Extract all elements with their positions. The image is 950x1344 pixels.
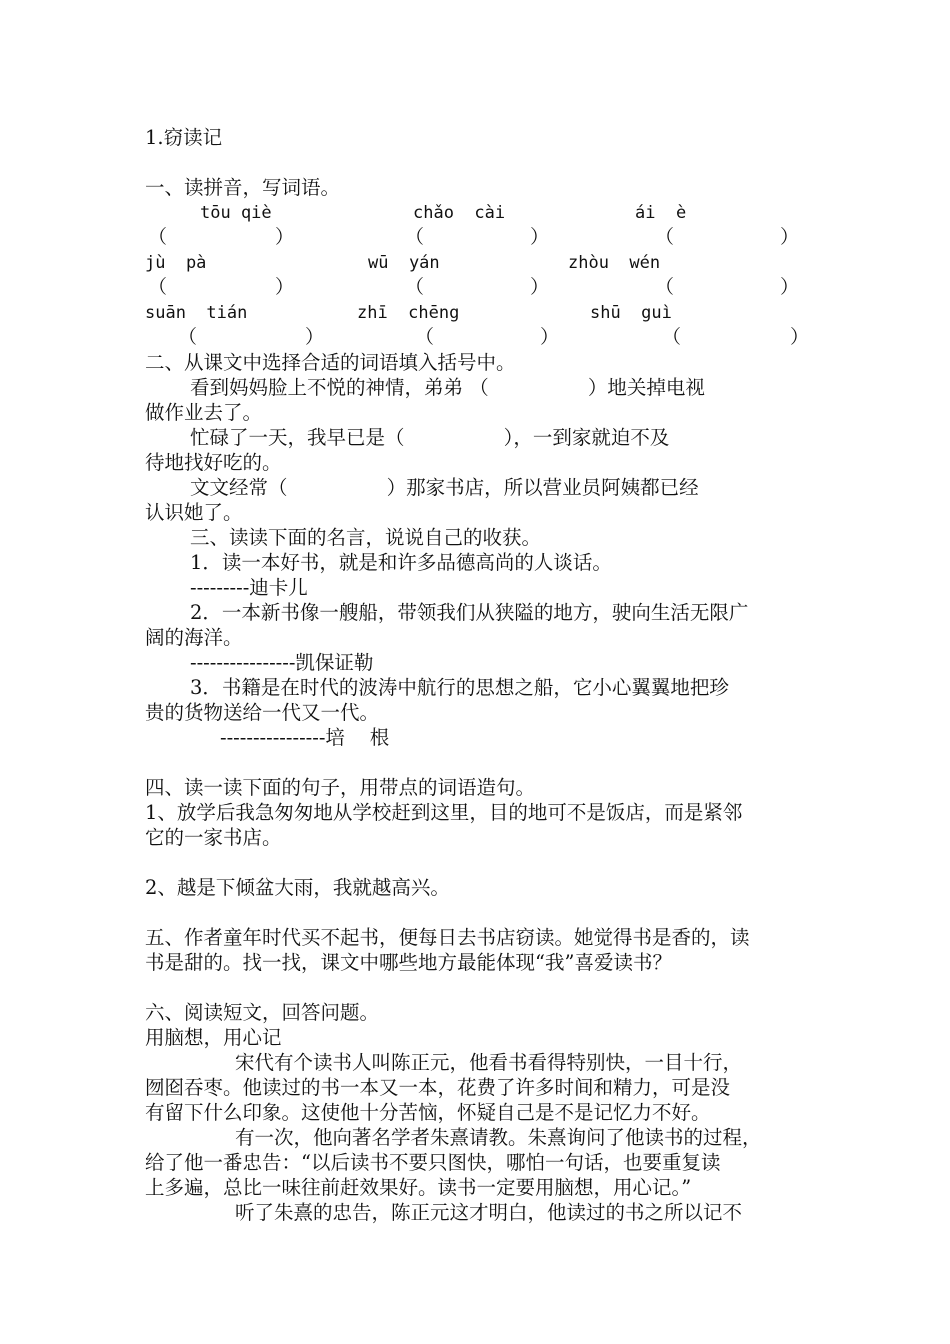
answer-blank-open: （ — [405, 226, 425, 248]
pinyin-ai-e: ái è — [635, 203, 687, 223]
answer-blank-open: （ — [662, 326, 682, 348]
pinyin-wu-yan: wū yán — [368, 253, 440, 273]
pinyin-ju-pa: jù pà — [145, 253, 207, 273]
answer-blank-close: ） — [275, 226, 295, 248]
section2-heading: 二、从课文中选择合适的词语填入括号中。 — [145, 351, 516, 374]
answer-blank-open: （ — [148, 276, 168, 298]
quote-1: 1．读一本好书，就是和许多品德高尚的人谈话。 — [190, 551, 612, 574]
passage-line: 囫囵吞枣。他读过的书一本又一本，花费了许多时间和精力，可是没 — [145, 1076, 731, 1099]
quote-3-cont: 贵的货物送给一代又一代。 — [145, 701, 380, 724]
fill-sentence-3: 文文经常（ ）那家书店，所以营业员阿姨都已经 — [190, 476, 699, 499]
quote-3: 3．书籍是在时代的波涛中航行的思想之船，它小心翼翼地把珍 — [190, 676, 729, 699]
answer-blank-open: （ — [655, 226, 675, 248]
answer-blank-open: （ — [148, 226, 168, 248]
answer-blank-open: （ — [405, 276, 425, 298]
answer-blank-open: （ — [655, 276, 675, 298]
quote-2: 2．一本新书像一艘船，带领我们从狭隘的地方，驶向生活无限广 — [190, 601, 749, 624]
sentence-1: 1、放学后我急匆匆地从学校赶到这里，目的地可不是饭店，而是紧邻 — [145, 801, 743, 824]
fill-sentence-2: 忙碌了一天，我早已是（ ），一到家就迫不及 — [190, 426, 670, 449]
passage-line: 上多遍，总比一味往前赶效果好。读书一定要用脑想，用心记。” — [145, 1176, 692, 1199]
sentence-2: 2、越是下倾盆大雨，我就越高兴。 — [145, 876, 450, 899]
lesson-title: 1.窃读记 — [145, 126, 223, 149]
quote-3-author: ----------------培 根 — [220, 726, 390, 749]
answer-blank-close: ） — [530, 276, 550, 298]
section5-question-cont: 书是甜的。找一找，课文中哪些地方最能体现“我”喜爱读书？ — [145, 951, 672, 974]
section1-heading: 一、读拼音，写词语。 — [145, 176, 341, 199]
pinyin-chao-cai: chǎo cài — [413, 203, 506, 223]
answer-blank-close: ） — [780, 226, 800, 248]
pinyin-zhi-cheng: zhī chēng — [357, 303, 460, 323]
quote-1-author: ---------迪卡儿 — [190, 576, 308, 599]
pinyin-zhou-wen: zhòu wén — [568, 253, 661, 273]
section4-heading: 四、读一读下面的句子，用带点的词语造句。 — [145, 776, 536, 799]
pinyin-tou-qie: tōu qiè — [200, 203, 272, 223]
section5-question: 五、作者童年时代买不起书，便每日去书店窃读。她觉得书是香的，读 — [145, 926, 750, 949]
passage-line: 有一次，他向著名学者朱熹请教。朱熹询问了他读书的过程， — [235, 1126, 762, 1149]
quote-2-cont: 阔的海洋。 — [145, 626, 243, 649]
sentence-1-cont: 它的一家书店。 — [145, 826, 282, 849]
answer-blank-close: ） — [305, 326, 325, 348]
answer-blank-close: ） — [540, 326, 560, 348]
fill-sentence-1: 看到妈妈脸上不悦的神情，弟弟 （ ）地关掉电视 — [190, 376, 705, 399]
section6-heading: 六、阅读短文，回答问题。 — [145, 1001, 380, 1024]
answer-blank-close: ） — [790, 326, 810, 348]
answer-blank-close: ） — [275, 276, 295, 298]
passage-line: 听了朱熹的忠告，陈正元这才明白，他读过的书之所以记不 — [235, 1201, 743, 1224]
pinyin-shu-gui: shū guì — [590, 303, 672, 323]
section3-heading: 三、读读下面的名言，说说自己的收获。 — [190, 526, 542, 549]
pinyin-suan-tian: suān tián — [145, 303, 248, 323]
fill-sentence-2-cont: 待地找好吃的。 — [145, 451, 282, 474]
passage-line: 有留下什么印象。这使他十分苦恼，怀疑自己是不是记忆力不好。 — [145, 1101, 711, 1124]
fill-sentence-1-cont: 做作业去了。 — [145, 401, 263, 424]
answer-blank-close: ） — [780, 276, 800, 298]
passage-line: 宋代有个读书人叫陈正元，他看书看得特别快，一目十行， — [235, 1051, 743, 1074]
fill-sentence-3-cont: 认识她了。 — [145, 501, 243, 524]
passage-line: 给了他一番忠告：“以后读书不要只图快，哪怕一句话，也要重复读 — [145, 1151, 721, 1174]
answer-blank-open: （ — [178, 326, 198, 348]
answer-blank-open: （ — [415, 326, 435, 348]
passage-title: 用脑想，用心记 — [145, 1026, 282, 1049]
answer-blank-close: ） — [530, 226, 550, 248]
quote-2-author: ----------------凯保证勒 — [190, 651, 374, 674]
